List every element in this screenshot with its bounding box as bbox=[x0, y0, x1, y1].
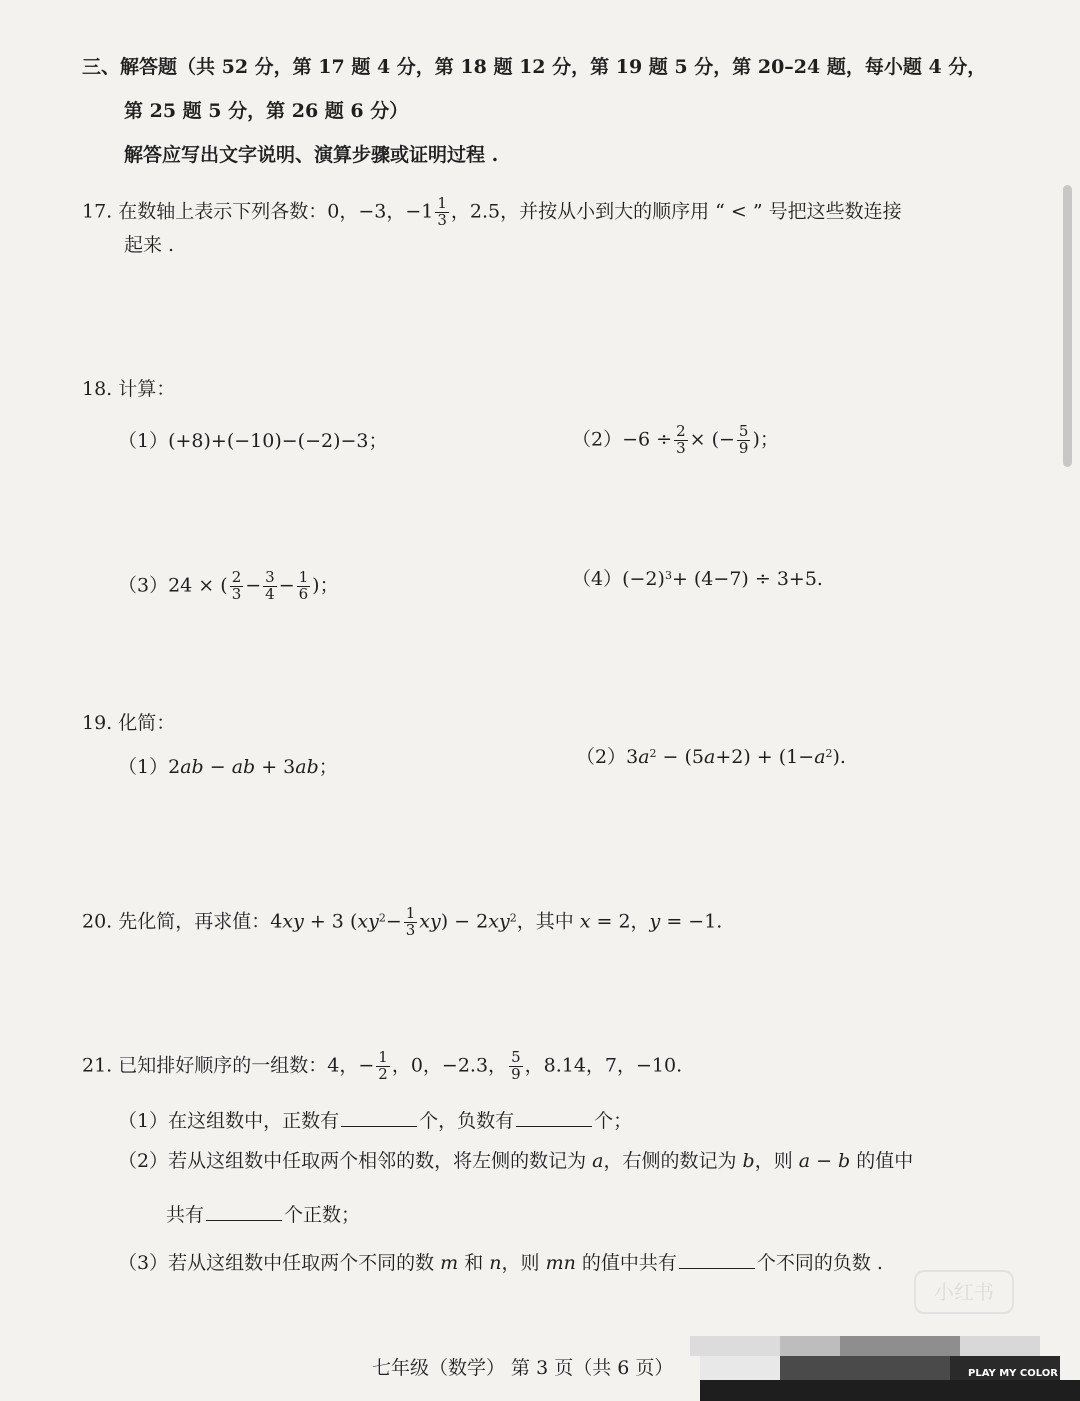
q19-p2-d: ). bbox=[832, 746, 846, 768]
q21-p3-mn: mn bbox=[545, 1252, 576, 1274]
q21-p3-d: 个不同的负数 . bbox=[756, 1252, 883, 1274]
q20-frac-num: 1 bbox=[405, 904, 416, 922]
q20-frac-den: 3 bbox=[405, 920, 416, 939]
q21-f1-den: 2 bbox=[378, 1064, 388, 1083]
q20-xy-1: xy bbox=[282, 910, 304, 933]
q21-blank-3[interactable] bbox=[206, 1204, 282, 1221]
q21-p2-d: 的值中 bbox=[850, 1150, 914, 1172]
q17-number: 17. bbox=[82, 200, 113, 223]
q19-p1-end: ； bbox=[318, 756, 338, 778]
section-heading: 三、解答题（共 52 分，第 17 题 4 分，第 18 题 12 分，第 19 题 5 分，第 20–24 题，每小题 4 分， bbox=[82, 56, 987, 78]
q20-xy-2: xy bbox=[357, 910, 379, 933]
q20-sup-2: 2 bbox=[509, 911, 517, 925]
q18-part-2 bbox=[572, 424, 779, 457]
q18-title: 计算： bbox=[118, 378, 176, 400]
q18-p3-fraction-1 bbox=[230, 570, 244, 603]
q20-y: y bbox=[649, 910, 661, 933]
q17-text-c: 起来 . bbox=[124, 234, 175, 256]
q21-part-3 bbox=[118, 1252, 883, 1273]
page-footer: 七年级（数学） 第 3 页（共 6 页） bbox=[372, 1357, 674, 1379]
q21-f1-num: 1 bbox=[378, 1048, 388, 1066]
scrollbar[interactable] bbox=[1063, 185, 1072, 467]
q21-part-2 bbox=[118, 1152, 913, 1171]
q18-p3-minus-2: − bbox=[278, 574, 295, 597]
q21-p3-m: m bbox=[440, 1252, 459, 1274]
q18-p2-c: )； bbox=[752, 428, 779, 451]
q18-part-4 bbox=[572, 570, 823, 589]
question-17 bbox=[82, 196, 902, 229]
q20-text-a: 先化简，再求值：4 bbox=[118, 910, 283, 933]
q21-text-c: ，8.14，7，−10. bbox=[524, 1054, 683, 1077]
q18-p3-f3-den: 6 bbox=[298, 584, 309, 603]
q20-sup-1: 2 bbox=[378, 911, 386, 925]
q20-text-b: + 3 ( bbox=[303, 910, 358, 933]
q18-p3-fraction-3 bbox=[297, 570, 311, 603]
q19-p1-ab-1: ab bbox=[180, 756, 204, 778]
q17-frac-num: 1 bbox=[437, 194, 447, 212]
section-instruction: 解答应写出文字说明、演算步骤或证明过程 . bbox=[124, 144, 499, 166]
q18-p3-f2-den: 4 bbox=[265, 584, 275, 603]
q21-f2-den: 9 bbox=[511, 1064, 521, 1083]
q18-p2-a: （2）−6 ÷ bbox=[572, 428, 673, 451]
q19-p1-ab-2: ab bbox=[231, 756, 256, 778]
q20-xy-3: xy bbox=[419, 910, 441, 933]
q21-p3-c: 的值中共有 bbox=[575, 1252, 677, 1274]
q21-blank-1[interactable] bbox=[341, 1110, 417, 1127]
q19-p2-b: − (5 bbox=[656, 746, 705, 768]
censor-block-4 bbox=[960, 1336, 1040, 1356]
q21-p2-expr: a − b bbox=[798, 1150, 851, 1172]
q19-number: 19. bbox=[82, 712, 113, 734]
q19-p2-sup-2: 2 bbox=[825, 747, 833, 760]
q20-minus: − bbox=[385, 910, 402, 933]
section-heading-cont: 第 25 题 5 分，第 26 题 6 分） bbox=[124, 100, 409, 122]
q19-p1-plus: + 3 bbox=[255, 756, 296, 778]
q18-p3-f1-den: 3 bbox=[231, 584, 242, 603]
q21-p2-a: （2）若从这组数中任取两个相邻的数，将左侧的数记为 bbox=[118, 1150, 593, 1172]
xiaohongshu-watermark: 小红书 bbox=[914, 1270, 1014, 1314]
brand-label: PLAY MY COLOR bbox=[968, 1368, 1058, 1379]
q21-p3-a: （3）若从这组数中任取两个不同的数 bbox=[118, 1252, 441, 1274]
q21-f2-num: 5 bbox=[511, 1048, 521, 1066]
q18-p3-f1-num: 2 bbox=[231, 568, 242, 586]
q21-p2-c: ，则 bbox=[754, 1150, 799, 1172]
q20-fraction bbox=[404, 906, 418, 939]
q21-p2-cont-b: 个正数； bbox=[284, 1204, 361, 1226]
q19-p2-sup-1: 2 bbox=[649, 747, 657, 760]
q20-text-c: ) − 2 bbox=[440, 910, 489, 933]
q18-p2-f1-den: 3 bbox=[676, 438, 686, 457]
q18-p3-minus-1: − bbox=[245, 574, 262, 597]
question-18 bbox=[82, 380, 175, 399]
q18-p4-a: （4）(−2) bbox=[572, 568, 665, 590]
q18-p3-c: )； bbox=[312, 574, 339, 597]
q21-part-2-cont bbox=[166, 1204, 360, 1225]
q18-number: 18. bbox=[82, 378, 113, 400]
q18-part-1: （1）(+8)+(−10)−(−2)−3； bbox=[118, 430, 388, 452]
q18-p2-f2-den: 9 bbox=[738, 438, 749, 457]
q21-text-b: ，0，−2.3， bbox=[391, 1054, 508, 1077]
censor-block-8 bbox=[700, 1380, 1080, 1401]
q21-p3-b: ，则 bbox=[501, 1252, 546, 1274]
q20-number: 20. bbox=[82, 910, 113, 933]
q17-fraction bbox=[435, 196, 449, 229]
q17-frac-den: 3 bbox=[437, 210, 447, 229]
q21-p1-b: 个，负数有 bbox=[419, 1110, 515, 1132]
q21-fraction-2 bbox=[509, 1050, 523, 1083]
q21-p2-var-a: a bbox=[592, 1150, 604, 1172]
q19-p2-var-2: a bbox=[704, 746, 716, 768]
q21-blank-4[interactable] bbox=[679, 1252, 755, 1269]
q19-p2-c: +2) + (1− bbox=[715, 746, 815, 768]
q17-text-b: ，2.5，并按从小到大的顺序用 “ < ” 号把这些数连接 bbox=[450, 200, 902, 223]
q19-p2-var-1: a bbox=[638, 746, 650, 768]
q18-p2-f1-num: 2 bbox=[676, 422, 686, 440]
q20-text-e: = 2， bbox=[590, 910, 650, 933]
q21-p1-a: （1）在这组数中，正数有 bbox=[118, 1110, 340, 1132]
q19-part-2 bbox=[576, 748, 846, 767]
q19-part-1 bbox=[118, 758, 338, 777]
q18-p2-fraction-2 bbox=[737, 424, 751, 457]
q21-p3-n: n bbox=[489, 1252, 502, 1274]
q21-fraction-1 bbox=[376, 1050, 390, 1083]
q17-text-a: 在数轴上表示下列各数：0，−3，−1 bbox=[118, 200, 434, 223]
q19-p2-var-3: a bbox=[814, 746, 826, 768]
q19-p1-a: （1）2 bbox=[118, 756, 181, 778]
censor-block-2 bbox=[780, 1336, 840, 1356]
q21-text-a: 已知排好顺序的一组数：4，− bbox=[118, 1054, 375, 1077]
q20-text-f: = −1. bbox=[660, 910, 723, 933]
q18-p4-b: + (4−7) ÷ 3+5. bbox=[671, 568, 823, 590]
q18-p2-f2-num: 5 bbox=[738, 422, 749, 440]
q21-p2-var-b: b bbox=[742, 1150, 755, 1172]
q18-p2-fraction-1 bbox=[674, 424, 688, 457]
question-20 bbox=[82, 906, 722, 939]
q21-blank-2[interactable] bbox=[516, 1110, 592, 1127]
censor-block-1 bbox=[690, 1336, 780, 1356]
q19-p1-ab-3: ab bbox=[295, 756, 319, 778]
q21-p2-cont-a: 共有 bbox=[166, 1204, 205, 1226]
q21-part-1 bbox=[118, 1110, 632, 1131]
q19-title: 化简： bbox=[118, 712, 176, 734]
censor-block-6 bbox=[780, 1356, 950, 1380]
q18-p2-b: × (− bbox=[689, 428, 735, 451]
q19-p1-minus: − bbox=[203, 756, 232, 778]
q21-p2-b: ，右侧的数记为 bbox=[603, 1150, 743, 1172]
question-19 bbox=[82, 714, 175, 733]
q18-part-3 bbox=[118, 570, 339, 603]
censor-block-5 bbox=[700, 1356, 780, 1380]
q18-p4-sup: 3 bbox=[664, 569, 672, 582]
q21-number: 21. bbox=[82, 1054, 113, 1077]
question-21 bbox=[82, 1050, 682, 1083]
q18-p3-f3-num: 1 bbox=[298, 568, 309, 586]
q20-xy-4: xy bbox=[488, 910, 510, 933]
censor-block-3 bbox=[840, 1336, 960, 1356]
q21-p3-and: 和 bbox=[458, 1252, 490, 1274]
q18-p3-fraction-2 bbox=[263, 570, 277, 603]
q19-p2-a: （2）3 bbox=[576, 746, 639, 768]
q18-p3-f2-num: 3 bbox=[265, 568, 275, 586]
q18-p3-a: （3）24 × ( bbox=[118, 574, 228, 597]
q21-p1-c: 个； bbox=[594, 1110, 633, 1132]
q20-x: x bbox=[579, 910, 591, 933]
q20-text-d: ，其中 bbox=[516, 910, 580, 933]
